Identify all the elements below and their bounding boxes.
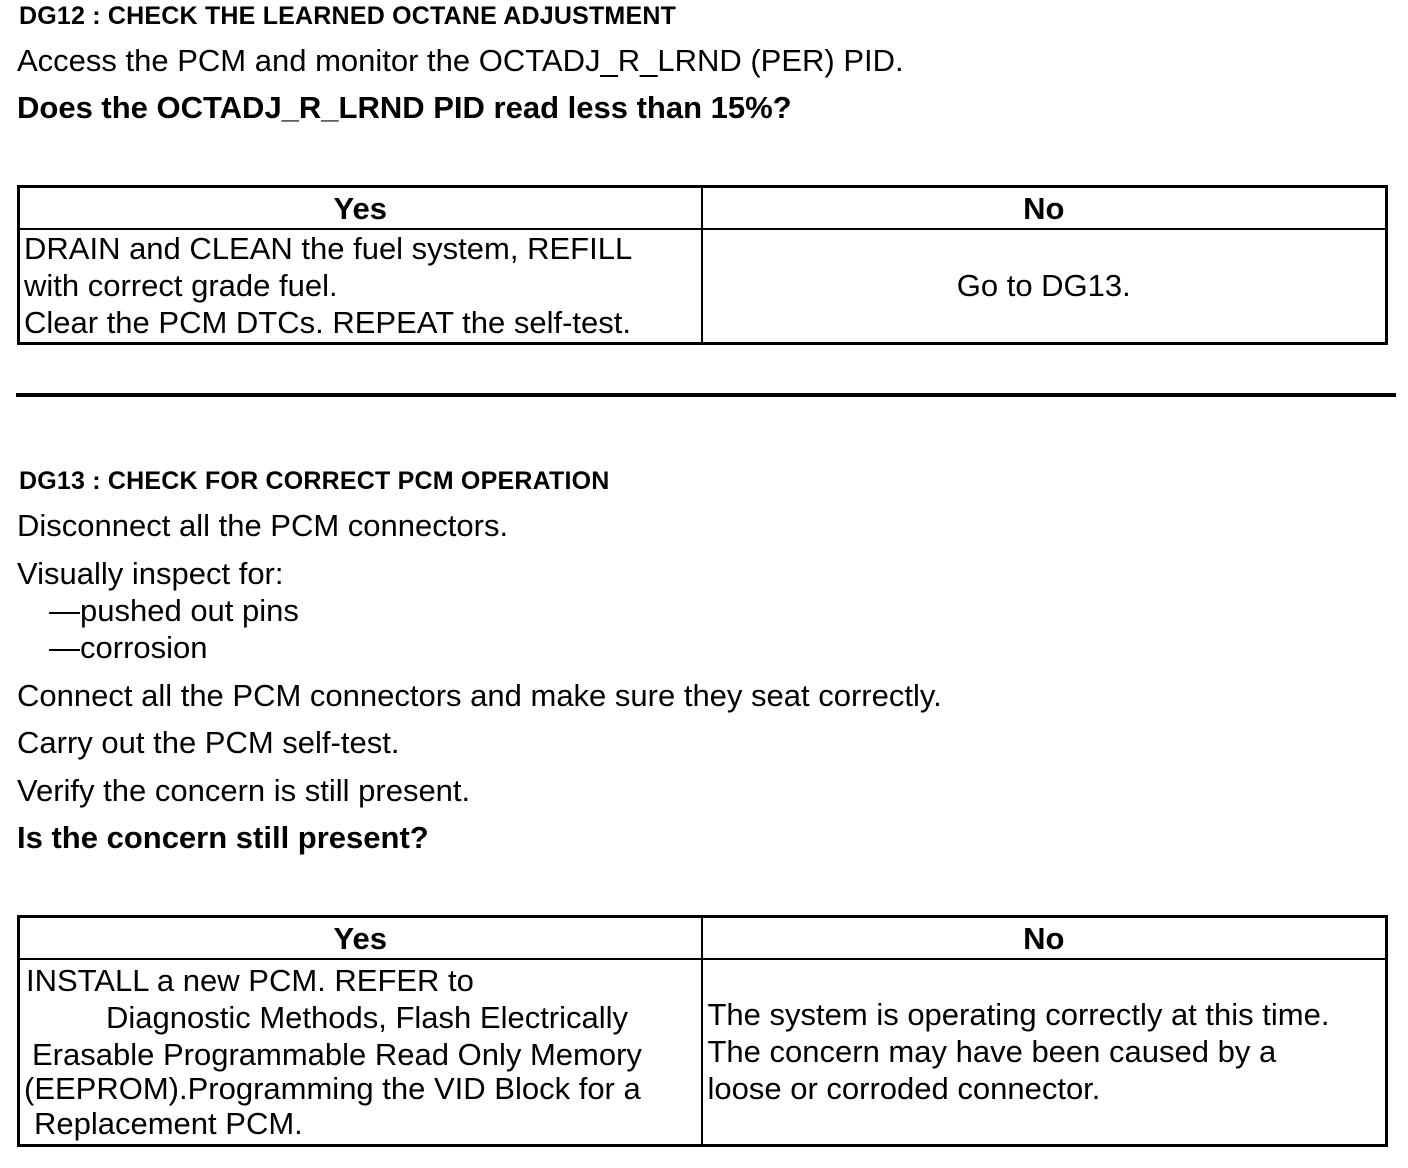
dg12-yes-line: with correct grade fuel. [24, 268, 338, 304]
dg13-question: Is the concern still present? [17, 820, 429, 855]
dg13-yes-cell [19, 959, 702, 1145]
dg13-yes-line: Diagnostic Methods, Flash Electrically [106, 1000, 629, 1035]
dg12-table-header-row [19, 187, 1387, 230]
dg13-yes-line: INSTALL a new PCM. REFER to [26, 963, 474, 998]
dg13-bullet-pins: —pushed out pins [49, 593, 299, 628]
dg13-yes-header: Yes [19, 917, 702, 960]
dg13-step-verify: Verify the concern is still present. [17, 773, 471, 808]
dg13-step-connect: Connect all the PCM connectors and make sure they seat correctly. [17, 678, 942, 713]
dg13-step-disconnect: Disconnect all the PCM connectors. [17, 508, 509, 543]
dg12-table-body-row [19, 229, 1387, 343]
dg13-bullet-corrosion: —corrosion [49, 630, 208, 665]
dg12-yes-line: Clear the PCM DTCs. REPEAT the self-test. [24, 305, 631, 341]
dg13-no-line: loose or corroded connector. [707, 1071, 1101, 1107]
dg12-heading: DG12 : CHECK THE LEARNED OCTANE ADJUSTMENT [19, 2, 677, 30]
dg13-yes-line: Erasable Programmable Read Only Memory [32, 1037, 642, 1072]
dg12-no-header: No [702, 187, 1387, 230]
dg13-table-header-row [19, 917, 1387, 960]
dg13-step-self-test: Carry out the PCM self-test. [17, 725, 400, 760]
dg13-no-cell [702, 959, 1387, 1145]
dg13-table-body-row [19, 959, 1387, 1145]
dg12-result-table [17, 185, 1388, 345]
dg12-yes-cell [19, 229, 702, 343]
dg13-yes-line: Replacement PCM. [34, 1106, 303, 1141]
dg12-question: Does the OCTADJ_R_LRND PID read less than 15%? [17, 90, 792, 125]
dg13-yes-line: (EEPROM).Programming the VID Block for a [24, 1071, 641, 1106]
dg13-no-line: The system is operating correctly at this time. [707, 997, 1330, 1033]
dg12-no-cell [702, 229, 1387, 343]
dg13-result-table [17, 915, 1388, 1147]
dg13-no-header: No [702, 917, 1387, 960]
dg12-yes-header: Yes [19, 187, 702, 230]
dg13-step-inspect: Visually inspect for: [17, 556, 284, 591]
dg12-yes-line: DRAIN and CLEAN the fuel system, REFILL [24, 231, 633, 267]
dg13-heading: DG13 : CHECK FOR CORRECT PCM OPERATION [19, 467, 610, 495]
dg13-no-line: The concern may have been caused by a [707, 1034, 1277, 1070]
dg12-instruction: Access the PCM and monitor the OCTADJ_R_LRND (PER) PID. [17, 43, 904, 78]
dg12-no-text: Go to DG13. [956, 268, 1131, 304]
section-divider [16, 393, 1396, 397]
